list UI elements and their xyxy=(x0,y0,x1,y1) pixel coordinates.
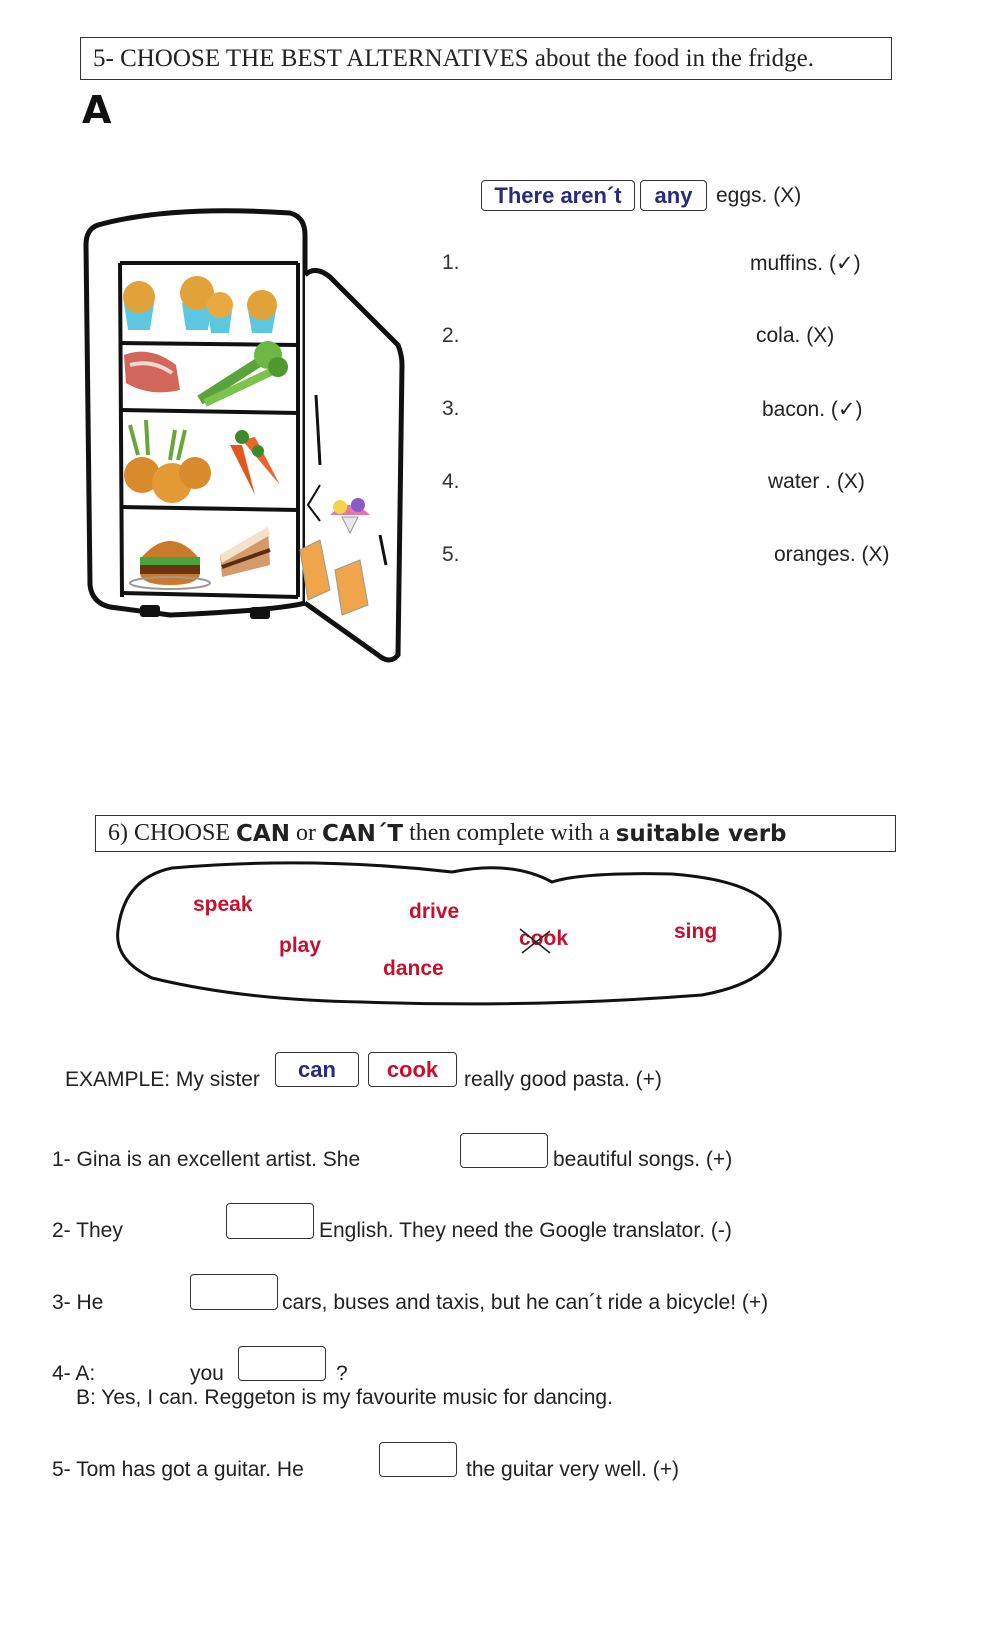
q5-answer-box[interactable] xyxy=(379,1442,457,1477)
title-then: then complete with a xyxy=(409,820,610,846)
item-4-text: water . (X) xyxy=(768,470,865,493)
q3-answer-box[interactable] xyxy=(190,1274,278,1310)
example-rest: eggs. (X) xyxy=(716,184,802,207)
item-2-text: cola. (X) xyxy=(756,324,835,347)
cook-crossed-out-mark xyxy=(518,925,554,957)
section5-label: A xyxy=(82,88,112,132)
item-4-number: 4. xyxy=(442,470,460,493)
item-2-number: 2. xyxy=(442,324,460,347)
section6-title xyxy=(95,815,896,852)
q3-suffix: cars, buses and taxis, but he can´t ride a bicycle! (+) xyxy=(282,1291,769,1314)
section5-title-text: 5- CHOOSE THE BEST ALTERNATIVES about the food in the fridge. xyxy=(93,44,815,72)
title-choose: 6) CHOOSE xyxy=(108,820,231,846)
q4-you: you xyxy=(190,1362,224,1385)
example-answer-verb[interactable]: There aren´t xyxy=(481,180,635,211)
q4-question-mark: ? xyxy=(336,1362,348,1385)
q4-answer-box[interactable] xyxy=(238,1346,326,1381)
q4-answer-b: B: Yes, I can. Reggeton is my favourite music for dancing. xyxy=(76,1386,613,1409)
title-suitable-verb: suitable verb xyxy=(615,820,787,847)
section5-title xyxy=(80,37,892,80)
q1-suffix: beautiful songs. (+) xyxy=(553,1148,733,1171)
q2-suffix: English. They need the Google translator. (-) xyxy=(319,1219,732,1242)
q5-suffix: the guitar very well. (+) xyxy=(466,1458,679,1481)
verb-play: play xyxy=(279,934,322,957)
verb-cook: cook xyxy=(519,927,569,950)
verb-sing: sing xyxy=(674,920,718,943)
q1-answer-box[interactable] xyxy=(460,1133,548,1168)
item-3-number: 3. xyxy=(442,397,460,420)
title-or: or xyxy=(295,820,316,846)
example-can-box[interactable]: can xyxy=(275,1052,359,1087)
q2-prefix: 2- They xyxy=(52,1219,123,1242)
title-can: CAN xyxy=(236,820,290,847)
q1-prefix: 1- Gina is an excellent artist. She xyxy=(52,1148,361,1171)
q2-answer-box[interactable] xyxy=(226,1203,314,1239)
q5-prefix: 5- Tom has got a guitar. He xyxy=(52,1458,304,1481)
verb-drive: drive xyxy=(409,900,460,923)
fridge-illustration xyxy=(80,205,420,685)
example-answer-quantifier[interactable]: any xyxy=(640,180,707,211)
q4-prefix: 4- A: xyxy=(52,1362,96,1385)
example-cook-box[interactable]: cook xyxy=(368,1052,457,1087)
item-3-text: bacon. (✓) xyxy=(762,398,863,421)
item-1-text: muffins. (✓) xyxy=(750,252,861,275)
item-5-text: oranges. (X) xyxy=(774,543,890,566)
verb-dance: dance xyxy=(383,957,444,980)
verb-speak: speak xyxy=(193,893,253,916)
example-prefix: EXAMPLE: My sister xyxy=(65,1068,260,1091)
q3-prefix: 3- He xyxy=(52,1291,104,1314)
title-cant: CAN´T xyxy=(321,820,404,847)
item-5-number: 5. xyxy=(442,543,460,566)
item-1-number: 1. xyxy=(442,251,460,274)
example-suffix: really good pasta. (+) xyxy=(464,1068,662,1091)
